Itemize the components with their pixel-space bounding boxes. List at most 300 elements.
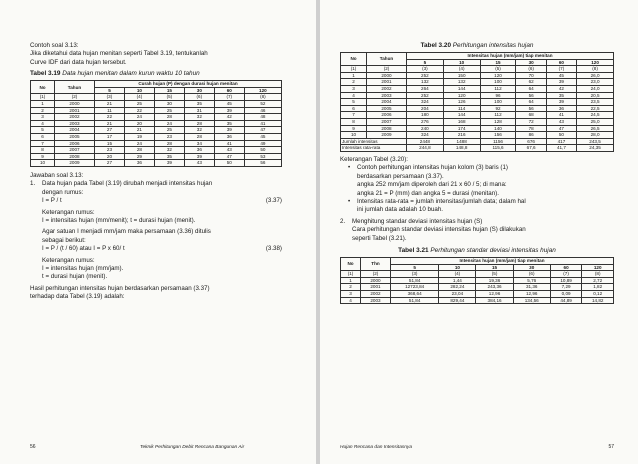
table-cell: 3 [341, 290, 361, 297]
table-cell: 19 [124, 133, 154, 140]
table-cell: 25,0 [577, 118, 614, 125]
table-cell: 324 [407, 132, 444, 139]
index-cell: (3) [407, 66, 444, 73]
table-cell: 2002 [55, 114, 95, 121]
table-cell: 6 [31, 133, 55, 140]
table-cell: 14,82 [582, 297, 614, 304]
index-cell: (1) [31, 94, 55, 101]
table-3-21 [340, 257, 614, 304]
index-cell: (5) [154, 94, 184, 101]
step2-number: 2. [340, 217, 346, 225]
formula-3-37: I = P / t (3.37) [42, 197, 282, 205]
table-cell: 39 [154, 160, 184, 167]
duration-header: 60 [546, 59, 576, 66]
table-cell: 1,44 [439, 277, 476, 284]
table-cell: 2003 [367, 92, 407, 99]
table-cell: 9 [31, 153, 55, 160]
table-cell: 47 [214, 153, 244, 160]
table-row [31, 133, 282, 140]
duration-header: 10 [443, 59, 480, 66]
table-cell: 35 [184, 101, 214, 108]
col-tahun: Tahun [55, 81, 95, 94]
index-cell: (2) [367, 66, 407, 73]
avg-row-label: Intensitas rata-rata [341, 145, 407, 152]
table-cell: 240 [407, 125, 444, 132]
table-cell: 384,16 [476, 297, 513, 304]
table-cell: 36 [214, 133, 244, 140]
intro-line-2: Curve IDF dari data hujan tersebut. [30, 58, 127, 66]
sum-row-cell: 676 [516, 138, 546, 145]
table-cell: 43 [214, 147, 244, 154]
table-cell: 2006 [55, 140, 95, 147]
table-row [341, 132, 614, 139]
table-cell: 24 [124, 140, 154, 147]
table-cell: 64 [516, 85, 546, 92]
table-cell: 52 [244, 101, 281, 108]
table-cell: 2000 [361, 277, 391, 284]
table-cell: 2001 [367, 79, 407, 86]
table-cell: 39 [214, 127, 244, 134]
table-cell: 30 [154, 101, 184, 108]
table-cell: 324 [407, 99, 444, 106]
avg-row-cell: 148,8 [443, 145, 480, 152]
step1-number: 1. [30, 180, 36, 188]
table-cell: 829,44 [439, 297, 476, 304]
table-3-20-caption: Tabel 3.20 Perhitungan intensitas hujan [420, 42, 534, 49]
table-row [341, 284, 614, 291]
agar-line-1: Agar satuan I menjadi mm/jam maka persamaan (3.36) ditulis [42, 228, 211, 236]
table-cell: 7 [341, 112, 367, 119]
table-cell: 2008 [55, 153, 95, 160]
table-cell: 2006 [367, 112, 407, 119]
duration-header: 120 [582, 264, 614, 271]
table-cell: 150 [443, 72, 480, 79]
table-cell: 56 [516, 105, 546, 112]
table-cell: 45 [214, 101, 244, 108]
table-cell: 12,96 [476, 290, 513, 297]
table-cell: 368,64 [391, 290, 439, 297]
table-cell: 56 [244, 160, 281, 167]
table-cell: 24,0 [577, 85, 614, 92]
table-cell: 23,0 [577, 79, 614, 86]
table-cell: 2005 [55, 133, 95, 140]
table-cell: 41 [546, 112, 576, 119]
table-cell: 7,29 [550, 284, 582, 291]
table-cell: 50 [214, 160, 244, 167]
table-cell: 24 [124, 114, 154, 121]
table-cell: 2 [341, 79, 367, 86]
table-cell: 21 [95, 101, 125, 108]
table-cell: 2,72 [582, 277, 614, 284]
sum-row-label: Jumlah intensitas [341, 138, 407, 145]
table-cell: 2004 [367, 99, 407, 106]
table-row [31, 160, 282, 167]
table-cell: 4 [31, 120, 55, 127]
sum-row-cell: 1488 [443, 138, 480, 145]
table-cell: 5 [341, 99, 367, 106]
table-cell: 114 [443, 105, 480, 112]
table-cell: 27 [95, 160, 125, 167]
duration-header: 15 [154, 87, 184, 94]
index-cell: (7) [546, 66, 576, 73]
table-cell: 282,24 [439, 284, 476, 291]
table-row [31, 101, 282, 108]
duration-header: 120 [577, 59, 614, 66]
table-cell: 11 [95, 107, 125, 114]
index-cell: (3) [95, 94, 125, 101]
table-cell: 25 [154, 127, 184, 134]
table-cell: 31 [184, 107, 214, 114]
table-cell: 12,96 [513, 290, 550, 297]
keterangan-1-text: I = intensitas hujan (mm/menit); t = durasi hujan (menit). [42, 216, 196, 224]
table-cell: 44,89 [550, 297, 582, 304]
table-cell: 2000 [55, 101, 95, 108]
table-cell: 26,5 [577, 125, 614, 132]
table-3-21-caption: Tabel 3.21 Perhitungan standar deviasi intensitas hujan [398, 246, 556, 254]
table-cell: 36 [124, 160, 154, 167]
table-cell: 134,56 [513, 297, 550, 304]
table-cell: 10,89 [550, 277, 582, 284]
table-3-19-caption: Tabel 3.19 Data hujan menitan dalam kurun waktu 10 tahun [30, 70, 200, 78]
table-cell: 5,76 [513, 277, 550, 284]
table-cell: 48 [244, 114, 281, 121]
bullet-2-b: ini jumlah data adalah 10 buah. [357, 206, 444, 214]
table-cell: 28 [154, 140, 184, 147]
avg-row-cell: 67,6 [516, 145, 546, 152]
footer-left: Teknik Perhitungan Debit Rencana Bangunan Air [140, 445, 245, 450]
duration-header: 5 [407, 59, 444, 66]
table-cell: 28 [154, 114, 184, 121]
table-cell: 1 [341, 277, 361, 284]
sum-row-cell: 243,5 [577, 138, 614, 145]
duration-header: 60 [550, 264, 582, 271]
table-cell: 64 [516, 99, 546, 106]
table-cell: 41 [214, 140, 244, 147]
table-cell: 32 [184, 114, 214, 121]
table-cell: 39 [214, 107, 244, 114]
table-cell: 25 [154, 107, 184, 114]
table-cell: 2002 [367, 85, 407, 92]
avg-row-cell: 244,8 [407, 145, 444, 152]
table-cell: 8 [31, 147, 55, 154]
table-cell: 35 [154, 153, 184, 160]
index-cell: (1) [341, 66, 367, 73]
duration-header: 30 [184, 87, 214, 94]
bullet-1-b: berdasarkan persamaan (3.37). [357, 172, 444, 180]
table-cell: 92 [480, 105, 516, 112]
index-cell: (3) [391, 271, 439, 278]
footer-right: Hujan Rencana dan Intensitasnya [340, 445, 413, 450]
bullet-1-d: angka 21 = P (mm) dan angka 5 = durasi (menitan). [357, 189, 499, 197]
table-cell: 39 [546, 79, 576, 86]
keterangan-2: Keterangan rumus: [42, 256, 95, 264]
table-cell: 120 [443, 92, 480, 99]
col-no: No [341, 53, 367, 66]
table-cell: 156 [480, 132, 516, 139]
table-cell: 36 [546, 105, 576, 112]
table-cell: 144 [443, 112, 480, 119]
table-cell: 2005 [367, 105, 407, 112]
keterangan-2-a: I = intensitas hujan (mm/jam). [42, 265, 124, 272]
sum-row-cell: 2448 [407, 138, 444, 145]
table-cell: 180 [407, 112, 444, 119]
table-cell: 17 [95, 133, 125, 140]
table-cell: 6 [341, 105, 367, 112]
table-3-19 [30, 80, 282, 167]
table-cell: 41 [244, 120, 281, 127]
table-cell: 2008 [367, 125, 407, 132]
table-cell: 35 [214, 120, 244, 127]
table-row [341, 118, 614, 125]
table-cell: 100 [480, 99, 516, 106]
table-cell: 10 [341, 132, 367, 139]
table-cell: 32 [154, 147, 184, 154]
table-cell: 49 [244, 140, 281, 147]
table-cell: 36 [184, 147, 214, 154]
table-cell: 28,0 [577, 132, 614, 139]
table-cell: 4 [341, 297, 361, 304]
table-cell: 78 [516, 125, 546, 132]
index-cell: (7) [550, 271, 582, 278]
table-cell: 47 [244, 127, 281, 134]
table-cell: 31,36 [513, 284, 550, 291]
table-cell: 19,36 [476, 277, 513, 284]
table-cell: 4 [341, 92, 367, 99]
answer-heading: Jawaban soal 3.13: [30, 171, 84, 179]
index-cell: (2) [55, 94, 95, 101]
table-cell: 2000 [367, 72, 407, 79]
duration-header: 30 [513, 264, 550, 271]
index-cell: (7) [214, 94, 244, 101]
index-cell: (8) [244, 94, 281, 101]
table-cell: 2007 [367, 118, 407, 125]
step2-line-b: Cara perhitungan standar deviasi intensitas hujan (S) dilakukan [352, 226, 526, 234]
table-row [31, 147, 282, 154]
table-cell: 132 [443, 79, 480, 86]
table-cell: 2003 [361, 297, 391, 304]
intro-line-1: Jika diketahui data hujan menitan seperti Tabel 3.19, tentukanlah [30, 50, 208, 58]
table-row [31, 153, 282, 160]
col-no: No [31, 81, 55, 94]
table-cell: 68 [516, 112, 546, 119]
table-row [341, 99, 614, 106]
table-cell: 42 [214, 114, 244, 121]
agar-line-2: sebagai berikut: [42, 236, 86, 244]
table-row [341, 290, 614, 297]
table-cell: 28 [184, 133, 214, 140]
table-cell: 22 [95, 114, 125, 121]
table-cell: 8 [341, 118, 367, 125]
duration-header: 120 [244, 87, 281, 94]
table-cell: 56 [516, 92, 546, 99]
table-row [31, 120, 282, 127]
left-page [0, 0, 316, 464]
table-cell: 39 [184, 153, 214, 160]
table-cell: 132 [407, 79, 444, 86]
table-cell: 112 [480, 112, 516, 119]
table-cell: 2002 [361, 290, 391, 297]
sum-row-cell: 417 [546, 138, 576, 145]
duration-header: 60 [214, 87, 244, 94]
table-3-20 [340, 52, 614, 152]
table-cell: 46 [244, 107, 281, 114]
step1-line-b: dengan rumus: [42, 188, 84, 196]
table-row [341, 277, 614, 284]
table-cell: 45 [244, 133, 281, 140]
table-cell: 25 [124, 101, 154, 108]
table-cell: 0,09 [550, 290, 582, 297]
table-cell: 264 [407, 85, 444, 92]
table-cell: 28 [184, 120, 214, 127]
table-cell: 27 [95, 127, 125, 134]
formula-3-38: I = P / (t / 60) atau I = P x 60/ t (3.38) [42, 245, 282, 253]
col-tahun: Tahun [367, 53, 407, 66]
sum-row [341, 138, 614, 145]
right-page [320, 0, 638, 464]
table-cell: 23,5 [577, 99, 614, 106]
table-cell: 43 [546, 118, 576, 125]
duration-header: 5 [95, 87, 125, 94]
table-cell: 32 [184, 127, 214, 134]
table-cell: 20 [95, 153, 125, 160]
table-cell: 2 [31, 107, 55, 114]
keterangan-2-b: t = durasi hujan (menit). [42, 273, 108, 281]
hasil-line-1: Hasil perhitungan intensitas hujan berdasarkan persamaan (3.37) [30, 284, 210, 292]
table-cell: 62 [516, 79, 546, 86]
table-cell: 243,36 [476, 284, 513, 291]
table-cell: 26,0 [577, 72, 614, 79]
avg-row-cell: 41,7 [546, 145, 576, 152]
table-row [31, 107, 282, 114]
table-cell: 28 [124, 147, 154, 154]
table-cell: 0,12 [582, 290, 614, 297]
table-cell: 128 [480, 118, 516, 125]
index-cell: (4) [439, 271, 476, 278]
table-cell: 53 [244, 153, 281, 160]
table-cell: 24,5 [577, 112, 614, 119]
index-row [31, 94, 282, 101]
avg-row-cell: 115,6 [480, 145, 516, 152]
table-cell: 112 [480, 85, 516, 92]
table-cell: 70 [516, 72, 546, 79]
step2-line-c: seperti Tabel (3.21). [352, 234, 407, 242]
page-number-left: 56 [30, 444, 36, 450]
col-no: No [341, 257, 361, 270]
table-cell: 2009 [367, 132, 407, 139]
table-cell: 21 [95, 120, 125, 127]
table-cell: 47 [546, 125, 576, 132]
duration-header: 10 [124, 87, 154, 94]
keterangan-1: Keterangan rumus: [42, 208, 95, 216]
duration-header: 30 [516, 59, 546, 66]
table-cell: 29 [124, 153, 154, 160]
table-cell: 86 [516, 132, 546, 139]
table-cell: 2004 [55, 127, 95, 134]
page-number-right: 57 [608, 444, 614, 450]
table-cell: 23,04 [439, 290, 476, 297]
table-cell: 3 [31, 114, 55, 121]
table-cell: 15 [95, 140, 125, 147]
table-row [341, 85, 614, 92]
index-cell: (8) [582, 271, 614, 278]
bullet-1-c: angka 252 mm/jam diperoleh dari 21 x 60 / 5; di mana: [357, 181, 507, 189]
table-cell: 5 [31, 127, 55, 134]
index-cell: (4) [124, 94, 154, 101]
table-row [31, 127, 282, 134]
step2-line-a: Menghitung standar deviasi intensitas hujan (S) [352, 217, 483, 225]
table-cell: 216 [443, 132, 480, 139]
keterangan-heading: Keterangan Tabel (3.20): [340, 155, 408, 163]
table-cell: 20,5 [577, 92, 614, 99]
table-cell: 168 [443, 118, 480, 125]
table-cell: 51,84 [391, 277, 439, 284]
table-cell: 50 [546, 132, 576, 139]
index-cell: (4) [443, 66, 480, 73]
table-row [341, 92, 614, 99]
bullet-1-a: • Contoh perhitungan intensitas hujan kolom (3) baris (1) [348, 164, 614, 172]
table-cell: 2007 [55, 147, 95, 154]
table-row [341, 297, 614, 304]
table-row [341, 112, 614, 119]
table-cell: 50 [244, 147, 281, 154]
table-cell: 96 [480, 92, 516, 99]
table-cell: 2003 [55, 120, 95, 127]
index-cell: (5) [476, 271, 513, 278]
table-cell: 3 [341, 85, 367, 92]
index-row [341, 271, 614, 278]
table-cell: 1 [31, 101, 55, 108]
avg-row-cell: 24,35 [577, 145, 614, 152]
table-cell: 1,82 [582, 284, 614, 291]
table-row [31, 114, 282, 121]
avg-row [341, 145, 614, 152]
table-cell: 252 [407, 92, 444, 99]
table-cell: 7 [31, 140, 55, 147]
duration-header: 15 [480, 59, 516, 66]
index-cell: (1) [341, 271, 361, 278]
bullet-2-a: • Intensitas rata-rata = jumlah intensitas/jumlah data; dalam hal [348, 198, 614, 206]
table-cell: 100 [480, 79, 516, 86]
table-cell: 2001 [55, 107, 95, 114]
col-tahun: Thn [361, 257, 391, 270]
table-cell: 252 [407, 72, 444, 79]
index-cell: (6) [184, 94, 214, 101]
table-row [341, 72, 614, 79]
table-cell: 10 [31, 160, 55, 167]
table-cell: 276 [407, 118, 444, 125]
table-row [341, 125, 614, 132]
table-cell: 2 [341, 284, 361, 291]
duration-header: 10 [439, 264, 476, 271]
table-cell: 45 [546, 72, 576, 79]
group-header: Intensitas hujan (mm/jam) tiap menitan [391, 257, 614, 264]
table-cell: 174 [443, 125, 480, 132]
table-row [341, 105, 614, 112]
duration-header: 15 [476, 264, 513, 271]
index-cell: (6) [516, 66, 546, 73]
table-cell: 144 [443, 85, 480, 92]
table-cell: 35 [546, 92, 576, 99]
index-cell: (8) [577, 66, 614, 73]
table-cell: 34 [184, 140, 214, 147]
table-cell: 43 [184, 160, 214, 167]
duration-header: 5 [391, 264, 439, 271]
table-cell: 204 [407, 105, 444, 112]
table-cell: 2009 [55, 160, 95, 167]
index-cell: (5) [480, 66, 516, 73]
table-cell: 23 [95, 147, 125, 154]
table-cell: 21 [124, 127, 154, 134]
